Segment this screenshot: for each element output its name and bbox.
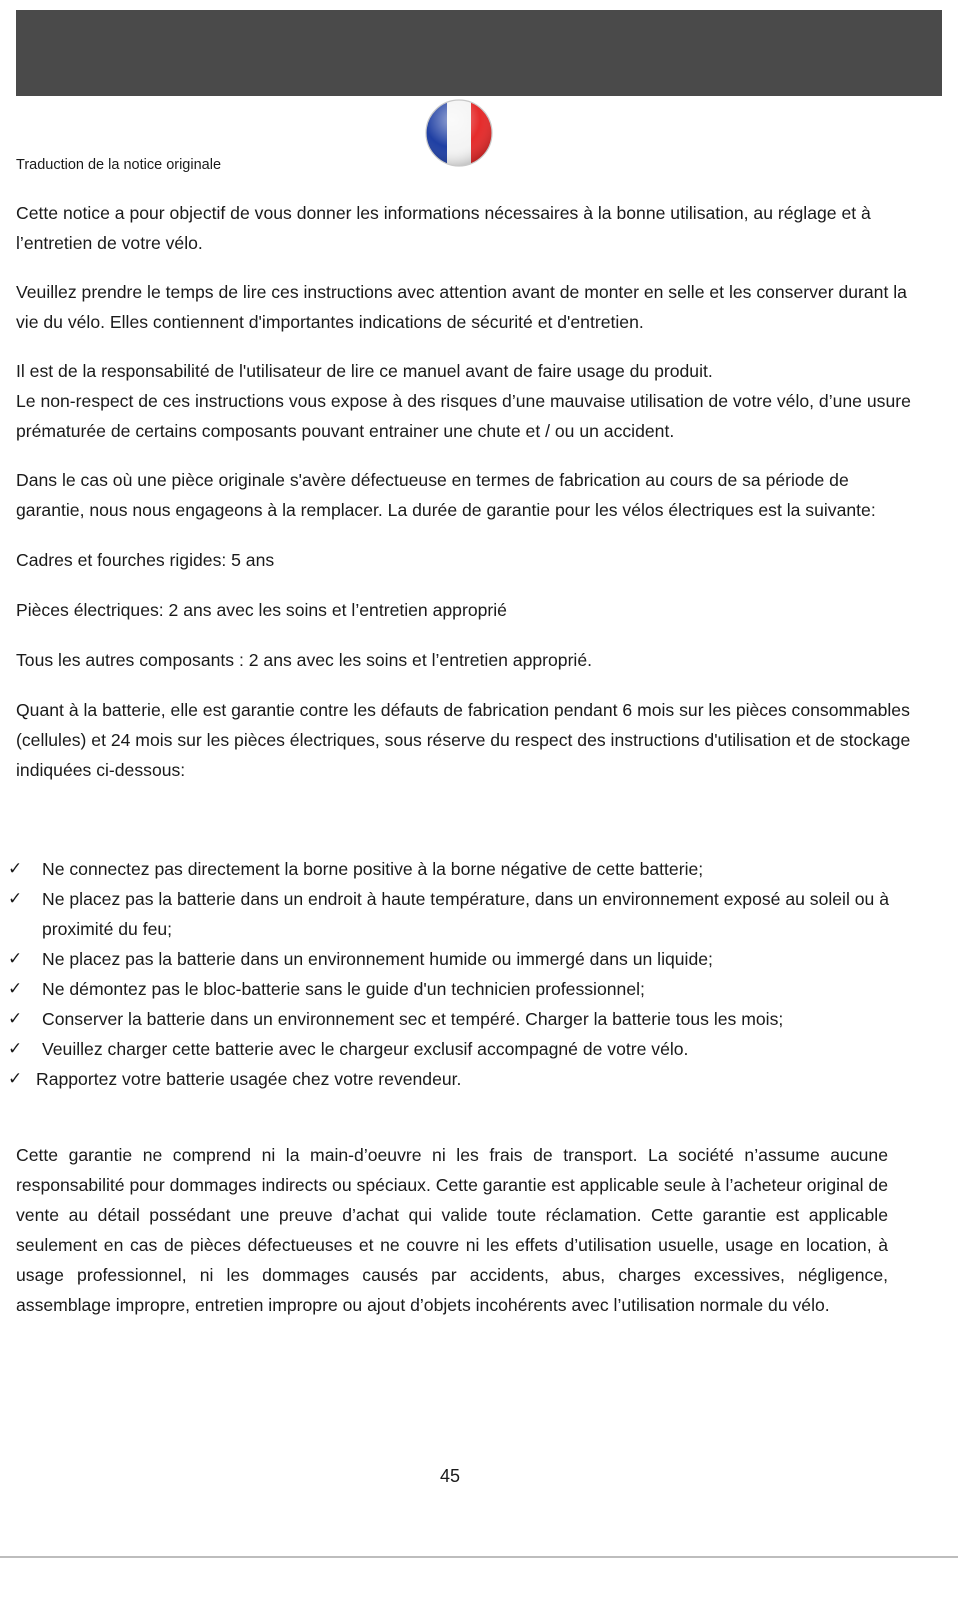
- check-icon: ✓: [8, 979, 23, 999]
- footer-divider: [0, 1556, 958, 1558]
- check-icon: ✓: [8, 1009, 23, 1029]
- page-number: 45: [439, 1466, 461, 1486]
- paragraph-warranty-exclusions: Cette garantie ne comprend ni la main-d’oeuvre ni les frais de transport. La société n’assume aucune responsabilité pour dommages indirects ou spéciaux. Cette garantie est applicable seule à l’acheteur original de vente au détail possédant une preuve d’achat qui valide toute réclamation. Cette garantie est applicable seulement en cas de pièces défectueuses et ne couvre ni les effets d’utilisation usuelle, usage en location, à usage professionnel, ni les dommages causés par accidents, abus, charges excessives, négligence, assemblage impropre, entretien impropre ou ajout d’objets incohérents avec l’utilisation normale du vélo.: [16, 1145, 888, 1315]
- checklist-item: ✓ Conserver la batterie dans un environnement sec et tempéré. Charger la batterie tous les mois;: [8, 1004, 908, 1034]
- checklist-item: ✓ Ne connectez pas directement la borne positive à la borne négative de cette batterie;: [8, 854, 908, 884]
- check-icon: ✓: [8, 1039, 23, 1059]
- intro-content: [16, 198, 916, 785]
- check-icon: ✓: [8, 859, 23, 879]
- document-subtitle: Traduction de la notice originale: [16, 157, 222, 173]
- warranty-other-components: Tous les autres composants : 2 ans avec les soins et l’entretien approprié.: [16, 650, 593, 670]
- check-icon: ✓: [8, 1069, 23, 1089]
- paragraph-warranty-intro: Dans le cas où une pièce originale s'avère défectueuse en termes de fabrication au cours de sa période de garantie, nous nous engageons à la remplacer. La durée de garantie pour les vélos électriques est la suivante:: [16, 470, 876, 520]
- checklist-item: ✓ Veuillez charger cette batterie avec le chargeur exclusif accompagné de votre vélo.: [8, 1034, 908, 1064]
- paragraph-battery-warranty: Quant à la batterie, elle est garantie contre les défauts de fabrication pendant 6 mois sur les pièces consommables (cellules) et 24 mois sur les pièces électriques, sous réserve du respect des instructions d'utilisation et de stockage indiquées ci-dessous:: [16, 700, 911, 780]
- checklist-item: ✓ Ne démontez pas le bloc-batterie sans le guide d'un technicien professionnel;: [8, 974, 908, 1004]
- warranty-frames: Cadres et fourches rigides: 5 ans: [16, 550, 275, 570]
- header-bar: [16, 10, 942, 96]
- checklist-item: ✓ Ne placez pas la batterie dans un environnement humide ou immergé dans un liquide;: [8, 944, 908, 974]
- warranty-electrical-parts: Pièces électriques: 2 ans avec les soins et l’entretien approprié: [16, 600, 507, 620]
- battery-checklist: [8, 854, 908, 1094]
- check-icon: ✓: [8, 949, 23, 969]
- check-icon: ✓: [8, 889, 23, 909]
- paragraph-responsibility: Il est de la responsabilité de l'utilisateur de lire ce manuel avant de faire usage du produit.: [16, 361, 713, 381]
- paragraph-purpose: Cette notice a pour objectif de vous donner les informations nécessaires à la bonne utilisation, au réglage et à l’entretien de votre vélo.: [16, 203, 871, 253]
- checklist-item: ✓ Rapportez votre batterie usagée chez votre revendeur.: [8, 1064, 908, 1094]
- checklist-item: ✓ Ne placez pas la batterie dans un endroit à haute température, dans un environnement exposé au soleil ou à proximité du feu;: [8, 884, 908, 944]
- paragraph-risks: Le non-respect de ces instructions vous expose à des risques d’une mauvaise utilisation de votre vélo, d’une usure prématurée de certains composants pouvant entrainer une chute et / ou un accident.: [16, 391, 911, 441]
- paragraph-read-instructions: Veuillez prendre le temps de lire ces instructions avec attention avant de monter en selle et les conserver durant la vie du vélo. Elles contiennent d'importantes indications de sécurité et d'entretien.: [16, 282, 907, 332]
- france-flag-icon: [423, 97, 495, 169]
